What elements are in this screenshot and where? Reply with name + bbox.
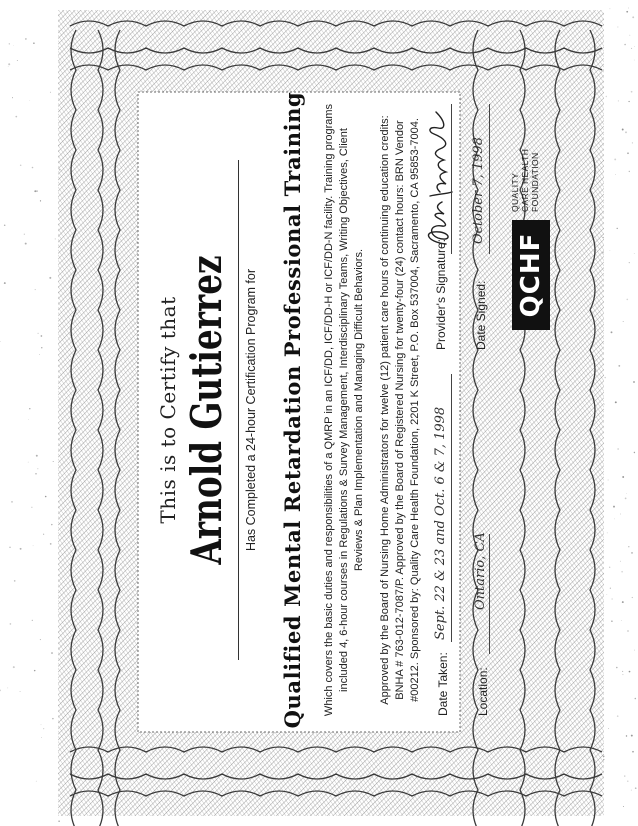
certificate-header: This is to Certify that [156,296,180,524]
logo-text-line: QUALITY [510,172,520,212]
date-taken-value: Sept. 22 & 23 and Oct. 6 & 7, 1998 [433,406,448,640]
description-line: Reviews & Plan Implementation and Managing Difficult Behaviors. [353,248,365,572]
signature-line [451,104,452,254]
provider-signature-label: Provider's Signature: [434,238,448,350]
qchf-logo-mark: QCHF [512,220,550,330]
date-taken-line [451,374,452,642]
name-underline [238,160,239,660]
qchf-logo-text [510,122,540,212]
location-label: Location: [476,667,490,716]
approval-line: Approved by the Board of Nursing Home Administrators for twelve (12) patient care hours of continuing education credits: [379,115,391,705]
approval-line: #00212. Sponsored by: Quality Care Health Foundation, 2201 K Street, P.O. Box 537004, Sacramento, CA 95853-7004. [409,118,421,702]
date-signed-label: Date Signed: [474,280,488,350]
course-description [322,102,367,718]
completion-statement: Has Completed a 24-hour Certification Program for [244,268,258,552]
date-signed-line [489,104,490,254]
logo-text-line: FOUNDATION [530,152,540,212]
location-line [489,534,490,654]
course-title: Qualified Mental Retardation Professional Training [280,91,305,729]
provider-signature [416,102,460,252]
certificate-body [146,90,586,730]
recipient-name: Arnold Gutierrez [182,255,231,565]
logo-text-line: CARE HEALTH [520,148,530,212]
date-signed-value: October 7, 1998 [471,137,486,244]
approval-line: BNHA # 763-012-7087/P. Approved by the Board of Registered Nursing for twenty-four (24) contact hours: BRN Vendor [394,120,406,700]
description-line: Which covers the basic duties and responsibilities of a QMRP in an ICF/DD, ICF/DD-H or ICF/DD-N facility. Training programs [323,103,335,717]
location-value: Ontario, CA [473,532,488,610]
description-line: included 4, 6-hour courses in Regulations & Survey Management, Interdisciplinary Teams, Writing Objectives, Client [338,128,350,692]
qchf-logo [508,130,558,330]
date-taken-label: Date Taken: [436,652,450,716]
